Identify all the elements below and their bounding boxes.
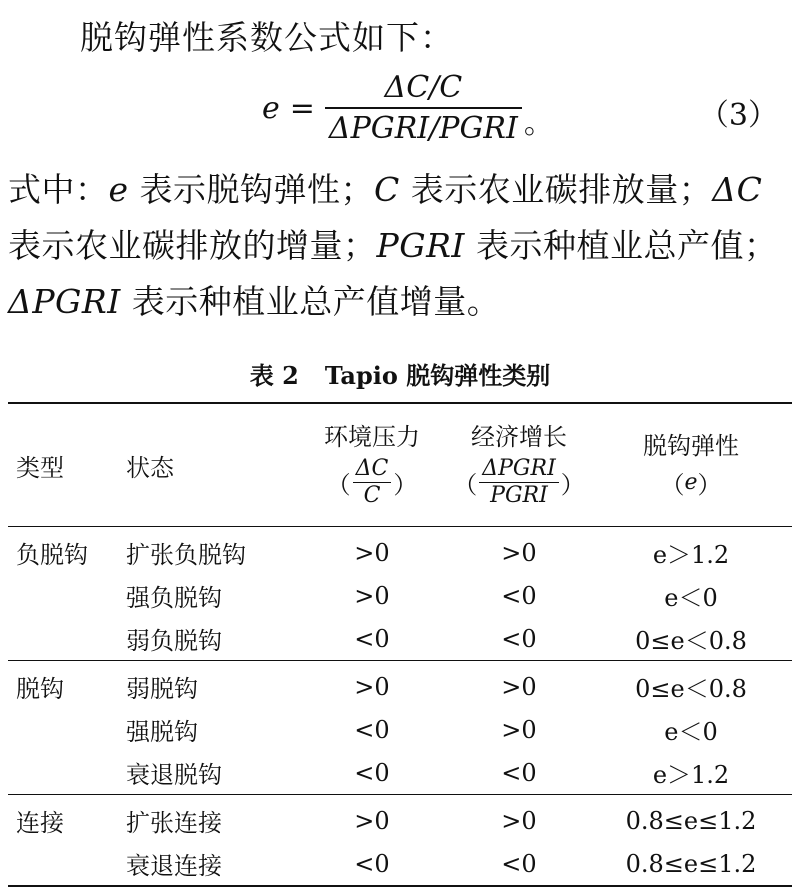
header-elastic-symbol: e — [684, 469, 698, 495]
cell-eco: >0 — [501, 715, 537, 744]
right-paren: ） — [393, 470, 418, 499]
group-decoupling — [8, 661, 792, 795]
cell-elastic: e＞1.2 — [652, 541, 730, 569]
cell-elastic: e＜0 — [664, 584, 718, 612]
equation-number: （3） — [698, 98, 778, 133]
cell-env: >0 — [354, 581, 390, 610]
explanation-paragraph — [8, 162, 794, 330]
header-eco-num: ΔPGRI — [482, 455, 556, 481]
cell-state: 强负脱钩 — [126, 584, 222, 612]
header-env-label: 环境压力 — [324, 422, 420, 451]
header-env-den: C — [363, 482, 381, 508]
right-paren: ） — [560, 470, 585, 499]
group-coupling — [8, 795, 792, 887]
table-row — [8, 617, 792, 661]
fraction-denominator: ΔPGRI/PGRI — [328, 111, 518, 146]
cell-type: 连接 — [16, 809, 64, 837]
cell-state: 弱负脱钩 — [126, 627, 222, 655]
cell-elastic: 0.8≤e≤1.2 — [625, 806, 757, 835]
explain-text: 表示种植业总产值； — [464, 226, 778, 265]
cell-eco: <0 — [501, 849, 537, 878]
cell-env: <0 — [354, 715, 390, 744]
cell-env: <0 — [354, 758, 390, 787]
equation — [262, 70, 554, 146]
table-header-row — [8, 403, 792, 527]
explain-text: 表示农业碳排放量； — [399, 170, 713, 209]
right-paren: ） — [697, 470, 722, 499]
explain-var: ΔC — [712, 170, 763, 209]
cell-state: 弱脱钩 — [126, 675, 198, 703]
table-row — [8, 795, 792, 843]
cell-type: 负脱钩 — [16, 541, 88, 569]
cell-elastic: 0≤e＜0.8 — [635, 675, 747, 703]
explain-text: 表示农业碳排放的增量； — [8, 226, 377, 265]
header-elastic — [590, 403, 792, 527]
explain-var: C — [374, 170, 400, 209]
cell-env: >0 — [354, 672, 390, 701]
cell-eco: >0 — [501, 538, 537, 567]
header-state: 状态 — [126, 453, 174, 482]
cell-env: >0 — [354, 806, 390, 835]
cell-eco: >0 — [501, 806, 537, 835]
cell-eco: <0 — [501, 624, 537, 653]
explain-var: PGRI — [376, 226, 465, 265]
cell-elastic: e＜0 — [664, 718, 718, 746]
equation-lhs: e — [262, 90, 280, 126]
header-env-num: ΔC — [355, 455, 389, 481]
cell-state: 扩张连接 — [126, 809, 222, 837]
header-eco-den: PGRI — [490, 482, 548, 508]
cell-state: 扩张负脱钩 — [126, 541, 246, 569]
table-row — [8, 661, 792, 709]
cell-eco: <0 — [501, 758, 537, 787]
header-type: 类型 — [16, 453, 64, 482]
formula-block — [0, 70, 800, 150]
table-number: 表 2 — [249, 361, 299, 390]
table-row — [8, 527, 792, 575]
cell-eco: <0 — [501, 581, 537, 610]
table-title: Tapio 脱钩弹性类别 — [324, 361, 551, 390]
left-paren: （ — [660, 470, 685, 499]
cell-env: <0 — [354, 624, 390, 653]
left-paren: （ — [326, 470, 351, 499]
left-paren: （ — [453, 470, 478, 499]
table-row — [8, 842, 792, 886]
cell-state: 衰退脱钩 — [126, 761, 222, 789]
header-elastic-label: 脱钩弹性 — [643, 431, 739, 460]
explain-var: ΔPGRI — [8, 282, 121, 321]
cell-type: 脱钩 — [16, 675, 64, 703]
explain-text: 式中： — [8, 170, 109, 209]
header-env-fraction — [353, 456, 392, 509]
cell-state: 强脱钩 — [126, 718, 198, 746]
fraction — [325, 70, 522, 146]
explain-var: e — [108, 170, 129, 209]
cell-env: <0 — [354, 849, 390, 878]
group-negative-decoupling — [8, 527, 792, 661]
cell-elastic: 0.8≤e≤1.2 — [625, 849, 757, 878]
explain-text: 表示脱钩弹性； — [128, 170, 375, 209]
header-eco-fraction — [479, 456, 559, 509]
header-eco-label: 经济增长 — [471, 422, 567, 451]
fraction-numerator: ΔC/C — [384, 70, 463, 105]
cell-elastic: e＞1.2 — [652, 761, 730, 789]
intro-text: 脱钩弹性系数公式如下： — [80, 18, 454, 57]
header-eco — [448, 403, 590, 527]
formula-period: 。 — [523, 106, 554, 141]
table-row — [8, 574, 792, 617]
cell-elastic: 0≤e＜0.8 — [635, 627, 747, 655]
tapio-table — [8, 402, 792, 887]
cell-eco: >0 — [501, 672, 537, 701]
table-row — [8, 751, 792, 795]
equals-sign: = — [289, 90, 315, 126]
cell-env: >0 — [354, 538, 390, 567]
table-caption — [0, 356, 800, 391]
header-env — [296, 403, 448, 527]
table-row — [8, 708, 792, 751]
explain-text: 表示种植业总产值增量。 — [120, 282, 501, 321]
cell-state: 衰退连接 — [126, 852, 222, 880]
